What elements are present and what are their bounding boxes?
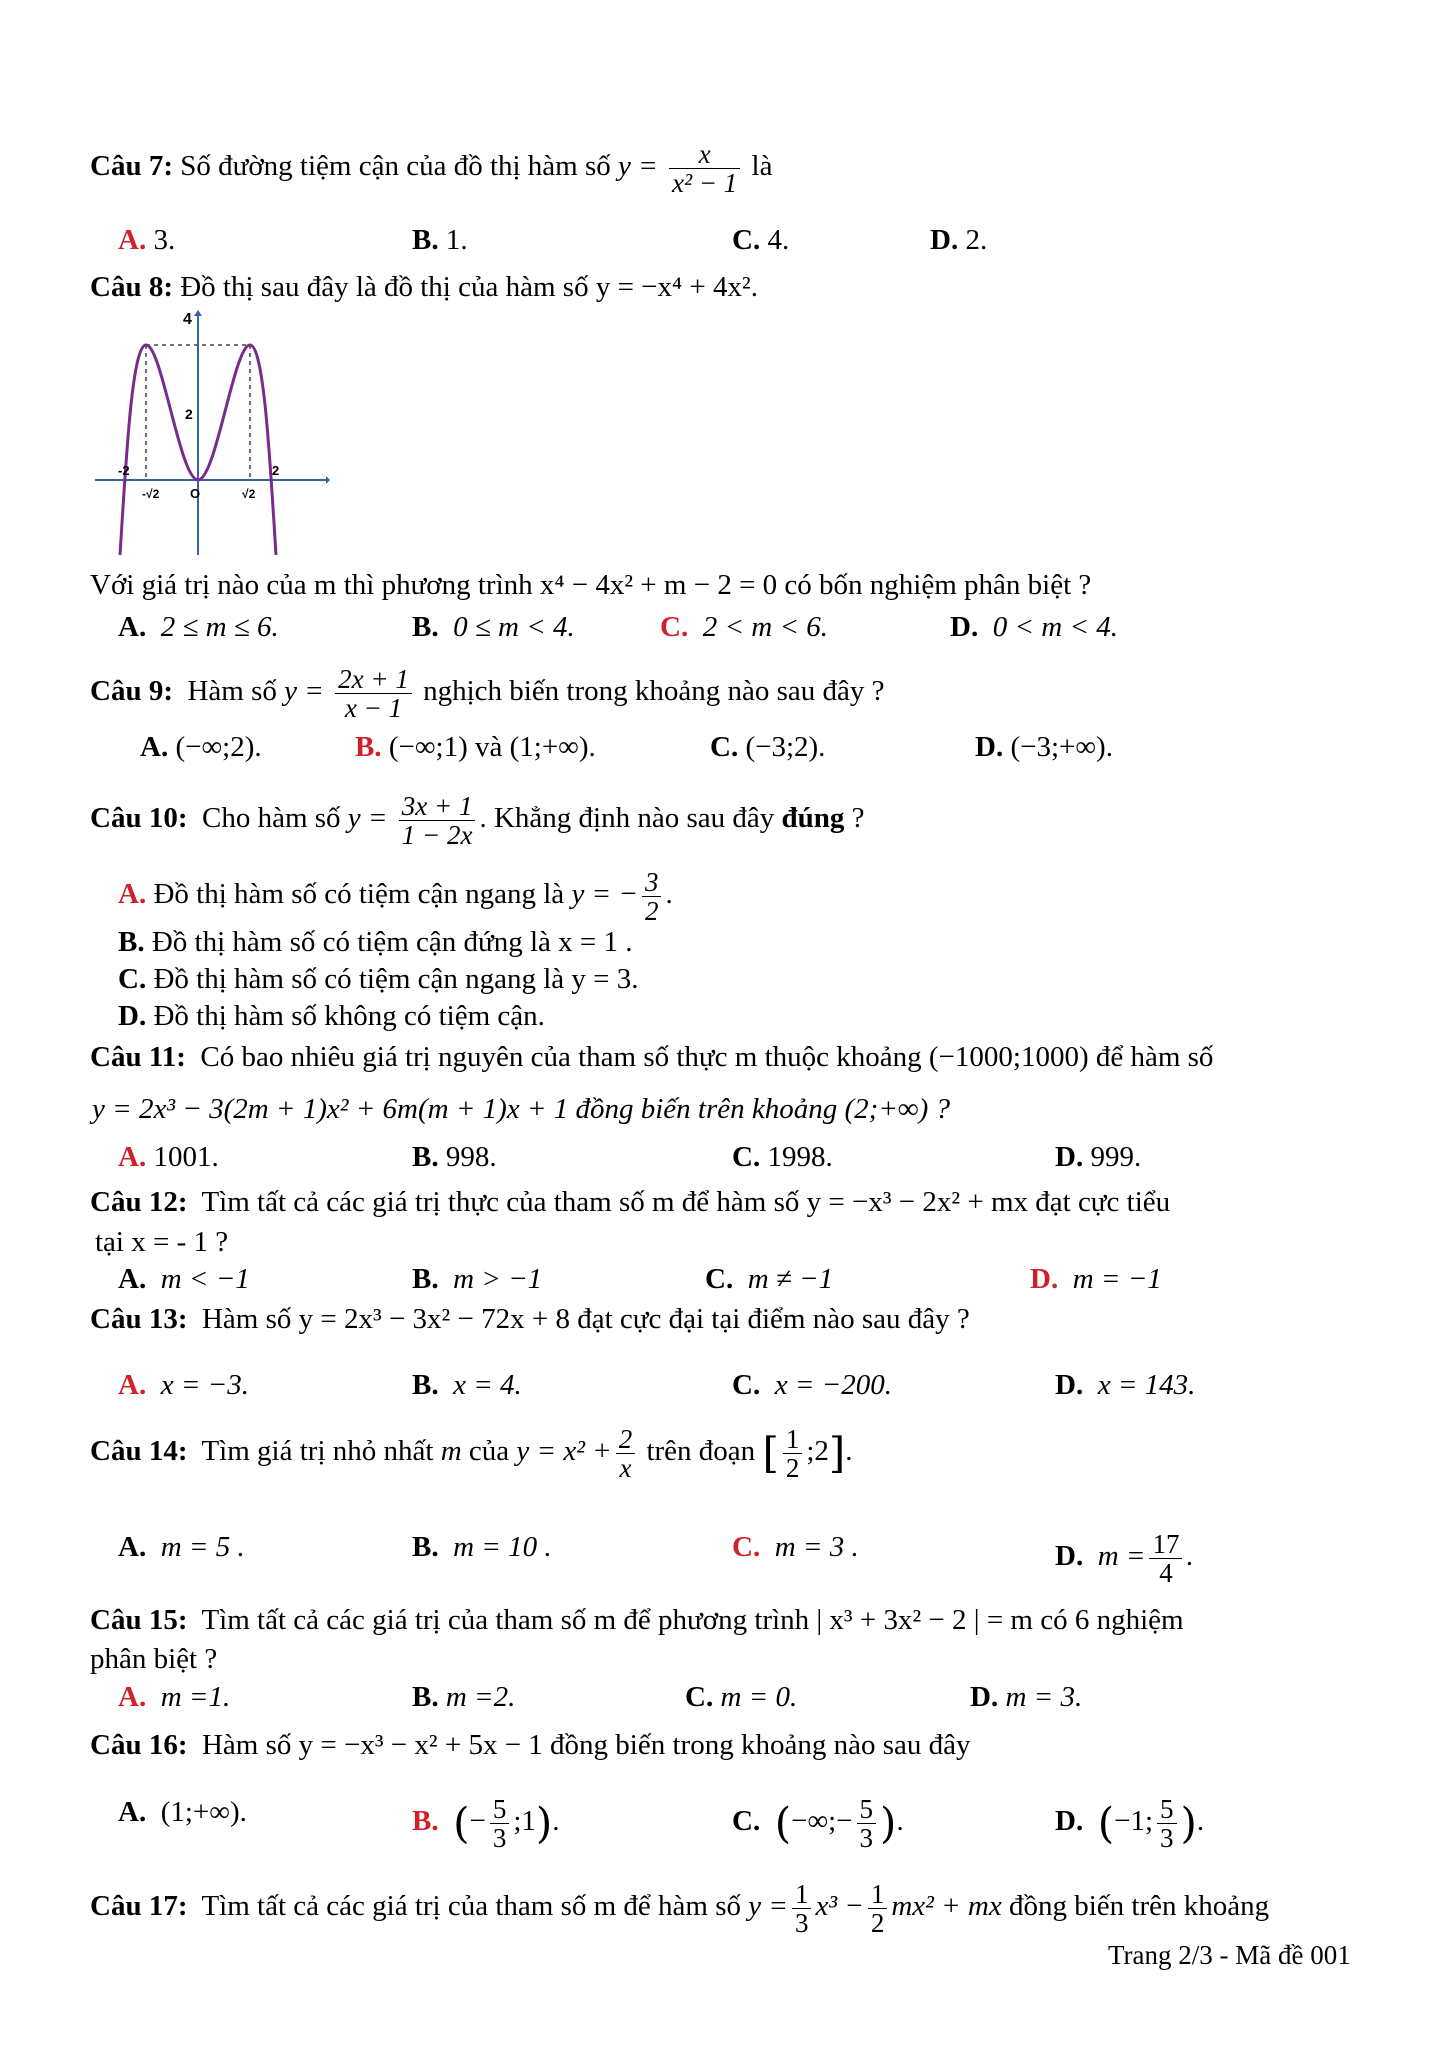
q13-line: Câu 13: Hàm số y = 2x³ − 3x² − 72x + 8 đạt cực đại tại điểm nào sau đây ? bbox=[90, 1303, 970, 1335]
question-label: Câu 8: bbox=[90, 271, 173, 303]
q12-line: Câu 12: Tìm tất cả các giá trị thực của tham số m để hàm số y = −x³ − 2x² + mx đạt cực tiểu bbox=[90, 1186, 1171, 1218]
fraction: $\frac{3}{2}$ bbox=[642, 868, 662, 925]
q8-line bbox=[90, 270, 758, 304]
q8-line2: Với giá trị nào của m thì phương trình x⁴ − 4x² + m − 2 = 0 có bốn nghiệm phân biệt ? bbox=[90, 569, 1092, 601]
q8-option-c: C. 2 < m < 6. bbox=[660, 611, 829, 643]
q10-line: Câu 10: Cho hàm số y = $\frac{3x + 1}{1 - 2x}$ . Khẳng định nào sau đây đúng ? bbox=[90, 791, 865, 850]
fraction: $\frac{1}{2}$ bbox=[868, 1880, 888, 1937]
q10-option-d: D. Đồ thị hàm số không có tiệm cận. bbox=[118, 1000, 545, 1032]
q15-option-c: C. m = 0. bbox=[685, 1681, 798, 1713]
q10-option-a: A. Đồ thị hàm số có tiệm cận ngang là y = − $\frac{3}{2}$ . bbox=[118, 867, 673, 926]
q14-option-a: A. m = 5 . bbox=[118, 1531, 245, 1563]
question-text-end: là bbox=[751, 150, 773, 183]
q16-line: Câu 16: Hàm số y = −x³ − x² + 5x − 1 đồng biến trong khoảng nào sau đây bbox=[90, 1729, 971, 1761]
x-tick-sqrt2: √2 bbox=[242, 487, 256, 501]
origin-label: O bbox=[190, 486, 201, 501]
q7-line bbox=[90, 140, 772, 197]
q7-option-c: C. 4. bbox=[732, 224, 790, 256]
fraction: $\frac{2}{x}$ bbox=[616, 1425, 636, 1482]
q14-option-d: D. m = $\frac{17}{4}$ . bbox=[1055, 1529, 1194, 1588]
q10-option-b: B. Đồ thị hàm số có tiệm cận đứng là x = 1 . bbox=[118, 926, 633, 958]
q12-option-d: D. m = −1 bbox=[1030, 1263, 1162, 1295]
x-tick-2: 2 bbox=[272, 463, 280, 478]
q14-option-b: B. m = 10 . bbox=[412, 1531, 552, 1563]
q7-option-b: B. 1. bbox=[412, 224, 468, 256]
q9-option-b: B. (−∞;1) và (1;+∞). bbox=[355, 731, 596, 763]
q15-option-d: D. m = 3. bbox=[970, 1681, 1083, 1713]
q16-option-b: B. (− $\frac{5}{3}$ ;1). bbox=[412, 1794, 560, 1853]
q16-option-c: C. (−∞;− $\frac{5}{3}$ ). bbox=[732, 1794, 904, 1853]
q8-option-b: B. 0 ≤ m < 4. bbox=[412, 611, 575, 643]
formula: y = bbox=[618, 150, 658, 183]
q15-option-a: A. m =1. bbox=[118, 1681, 231, 1713]
q10-option-c: C. Đồ thị hàm số có tiệm cận ngang là y = 3. bbox=[118, 963, 639, 995]
q15-option-b: B. m =2. bbox=[412, 1681, 516, 1713]
fraction: $\frac{x}{\text{x² − 1}}$ bbox=[669, 140, 740, 197]
fraction: $\frac{2x + 1}{x - 1}$ bbox=[335, 665, 412, 722]
y-tick-2: 2 bbox=[185, 406, 193, 422]
question-text: Số đường tiệm cận của đồ thị hàm số bbox=[180, 150, 611, 183]
interval-fraction: $\frac{1}{2}$ bbox=[783, 1425, 803, 1482]
q15-line: Câu 15: Tìm tất cả các giá trị của tham số m để phương trình | x³ + 3x² − 2 | = m có 6 nghiệm bbox=[90, 1604, 1184, 1636]
q13-option-d: D. x = 143. bbox=[1055, 1369, 1196, 1401]
question-text: Đồ thị sau đây là đồ thị của hàm số y = −x⁴ + 4x². bbox=[180, 271, 758, 303]
q15-line2: phân biệt ? bbox=[90, 1643, 218, 1675]
page-footer: Trang 2/3 - Mã đề 001 bbox=[1108, 1940, 1351, 1970]
fraction: $\frac{5}{3}$ bbox=[490, 1795, 510, 1852]
q7-option-a: A. 3. bbox=[118, 224, 176, 256]
q8-option-d: D. 0 < m < 4. bbox=[950, 611, 1119, 643]
question-label: Câu 7: bbox=[90, 150, 173, 183]
q11-option-b: B. 998. bbox=[412, 1141, 497, 1173]
q11-line: Câu 11: Có bao nhiêu giá trị nguyên của tham số thực m thuộc khoảng (−1000;1000) để hàm số bbox=[90, 1041, 1214, 1073]
fraction: $\frac{1}{3}$ bbox=[792, 1880, 812, 1937]
q8-option-a: A. 2 ≤ m ≤ 6. bbox=[118, 611, 279, 643]
x-tick-neg2: -2 bbox=[118, 463, 130, 478]
q14-line: Câu 14: Tìm giá trị nhỏ nhất m của y = x² + $\frac{2}{x}$ trên đoạn [ $\frac{1}{2}$ ;2]. bbox=[90, 1424, 853, 1483]
q13-option-c: C. x = −200. bbox=[732, 1369, 892, 1401]
q13-option-a: A. x = −3. bbox=[118, 1369, 249, 1401]
q9-option-c: C. (−3;2). bbox=[710, 731, 826, 763]
q7-option-d: D. 2. bbox=[930, 224, 988, 256]
y-tick-4: 4 bbox=[183, 311, 192, 328]
q9-line: Câu 9: Hàm số y = $\frac{2x + 1}{x - 1}$ nghịch biến trong khoảng nào sau đây ? bbox=[90, 664, 885, 723]
q11-option-c: C. 1998. bbox=[732, 1141, 833, 1173]
fraction: $\frac{5}{3}$ bbox=[857, 1795, 877, 1852]
q12-option-a: A. m < −1 bbox=[118, 1263, 250, 1295]
q12-line2: tại x = - 1 ? bbox=[95, 1226, 229, 1258]
q12-option-c: C. m ≠ −1 bbox=[705, 1263, 834, 1295]
q17-line: Câu 17: Tìm tất cả các giá trị của tham số m để hàm số y = $\frac{1}{3}$ x³ − $\frac{1}{2}$ mx² + mx đồng biến trên khoảng bbox=[90, 1879, 1270, 1938]
q14-option-c: C. m = 3 . bbox=[732, 1531, 859, 1563]
fraction: $\frac{3x + 1}{1 - 2x}$ bbox=[399, 792, 476, 849]
q11-option-a: A. 1001. bbox=[118, 1141, 219, 1173]
q9-option-a: A. (−∞;2). bbox=[140, 731, 262, 763]
q12-option-b: B. m > −1 bbox=[412, 1263, 543, 1295]
q9-option-d: D. (−3;+∞). bbox=[975, 731, 1113, 763]
q11-option-d: D. 999. bbox=[1055, 1141, 1142, 1173]
q16-option-d: D. (−1; $\frac{5}{3}$ ). bbox=[1055, 1794, 1205, 1853]
x-tick-neg-sqrt2: -√2 bbox=[142, 487, 160, 501]
fraction: $\frac{17}{4}$ bbox=[1149, 1530, 1182, 1587]
fraction: $\frac{5}{3}$ bbox=[1157, 1795, 1177, 1852]
function-graph bbox=[90, 310, 330, 555]
q13-option-b: B. x = 4. bbox=[412, 1369, 522, 1401]
q11-line2: y = 2x³ − 3(2m + 1)x² + 6m(m + 1)x + 1 đồng biến trên khoảng (2;+∞) ? bbox=[92, 1093, 950, 1125]
q16-option-a: A. (1;+∞). bbox=[118, 1796, 247, 1828]
